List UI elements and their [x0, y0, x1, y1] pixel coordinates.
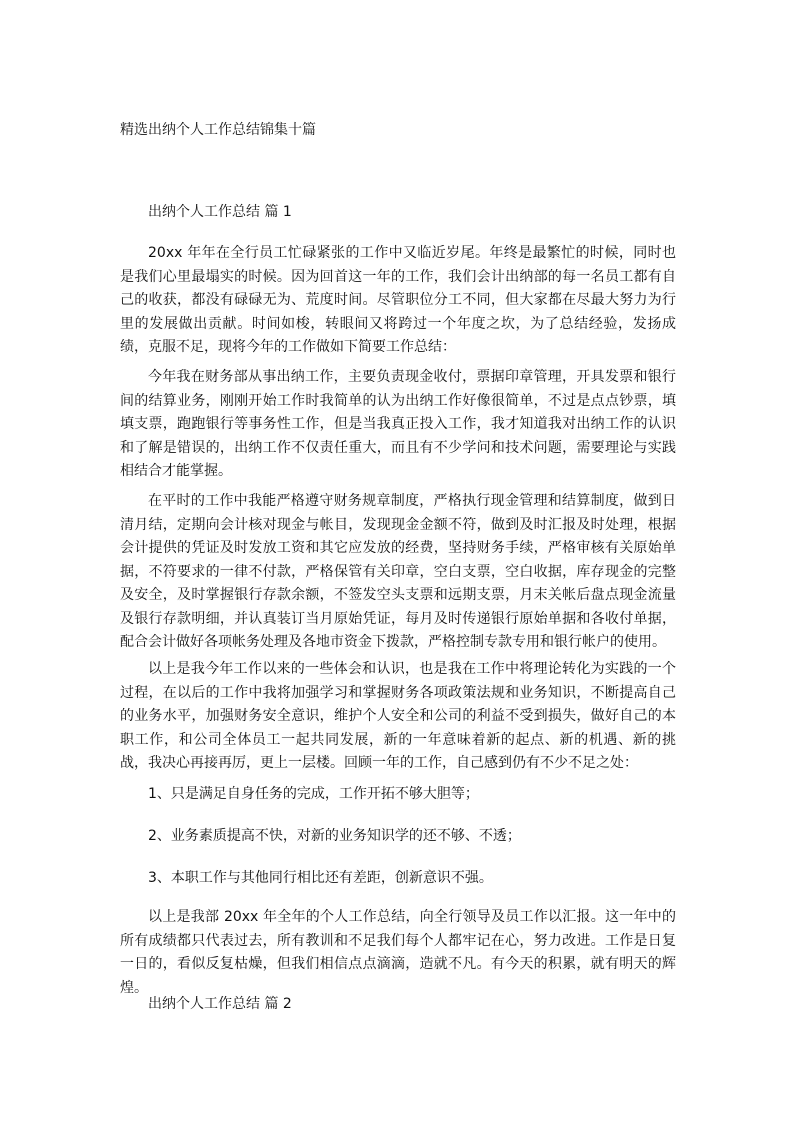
paragraph-1: 20xx 年年在全行员工忙碌紧张的工作中又临近岁尾。年终是最繁忙的时候，同时也是我们心里最塌实的时候。因为回首这一年的工作，我们会计出纳部的每一名员工都有自己的收获，都没有碌碌无为、荒度时间。尽管职位分工不同，但大家都在尽最大努力为行里的发展做出贡献。时间如梭，转眼间又将跨过一个年度之坎，为了总结经验，发扬成绩，克服不足，现将今年的工作做如下简要工作总结： — [120, 245, 676, 355]
closing-paragraph: 以上是我部 20xx 年全年的个人工作总结，向全行领导及员工作以汇报。这一年中的所有成绩都只代表过去，所有教训和不足我们每个人都牢记在心，努力改进。工作是日复一日的，看似反复枯燥，但我们相信点点滴滴，造就不凡。有今天的积累，就有明天的辉煌。 — [120, 909, 676, 996]
list-item-2: 2、业务素质提高不快，对新的业务知识学的还不够、不透； — [148, 828, 521, 844]
section-heading-2: 出纳个人工作总结 篇 2 — [148, 996, 292, 1012]
list-item-3: 3、本职工作与其他同行相比还有差距，创新意识不强。 — [148, 870, 493, 886]
paragraph-3: 在平时的工作中我能严格遵守财务规章制度，严格执行现金管理和结算制度，做到日清月结，定期向会计核对现金与帐目，发现现金金额不符，做到及时汇报及时处理，根据会计提供的凭证及时发放工资和其它应发放的经费，坚持财务手续，严格审核有关原始单据，不符要求的一律不付款，严格保管有关印章，空白支票，空白收据，库存现金的完整及安全，及时掌握银行存款余额，不签发空头支票和远期支票，月末关帐后盘点现金流量及银行存款明细，并认真装订当月原始凭证，每月及时传递银行原始单据和各收付单据，配合会计做好各项帐务处理及各地市资金下拨款，严格控制专款专用和银行帐户的使用。 — [120, 493, 676, 650]
section-heading-1: 出纳个人工作总结 篇 1 — [148, 204, 292, 220]
list-item-1: 1、只是满足自身任务的完成，工作开拓不够大胆等； — [148, 786, 479, 802]
paragraph-4: 以上是我今年工作以来的一些体会和认识，也是我在工作中将理论转化为实践的一个过程，在以后的工作中我将加强学习和掌握财务各项政策法规和业务知识，不断提高自己的业务水平，加强财务安全意识，维护个人安全和公司的利益不受到损失，做好自己的本职工作，和公司全体员工一起共同发展，新的一年意味着新的起点、新的机遇、新的挑战，我决心再接再厉，更上一层楼。回顾一年的工作，自己感到仍有不少不足之处： — [120, 661, 676, 771]
document-title: 精选出纳个人工作总结锦集十篇 — [120, 122, 316, 138]
paragraph-2: 今年我在财务部从事出纳工作，主要负责现金收付，票据印章管理，开具发票和银行间的结算业务，刚刚开始工作时我简单的认为出纳工作好像很简单，不过是点点钞票，填填支票，跑跑银行等事务性工作，但是当我真正投入工作，我才知道我对出纳工作的认识和了解是错误的，出纳工作不仅责任重大，而且有不少学问和技术问题，需要理论与实践相结合才能掌握。 — [120, 369, 676, 479]
